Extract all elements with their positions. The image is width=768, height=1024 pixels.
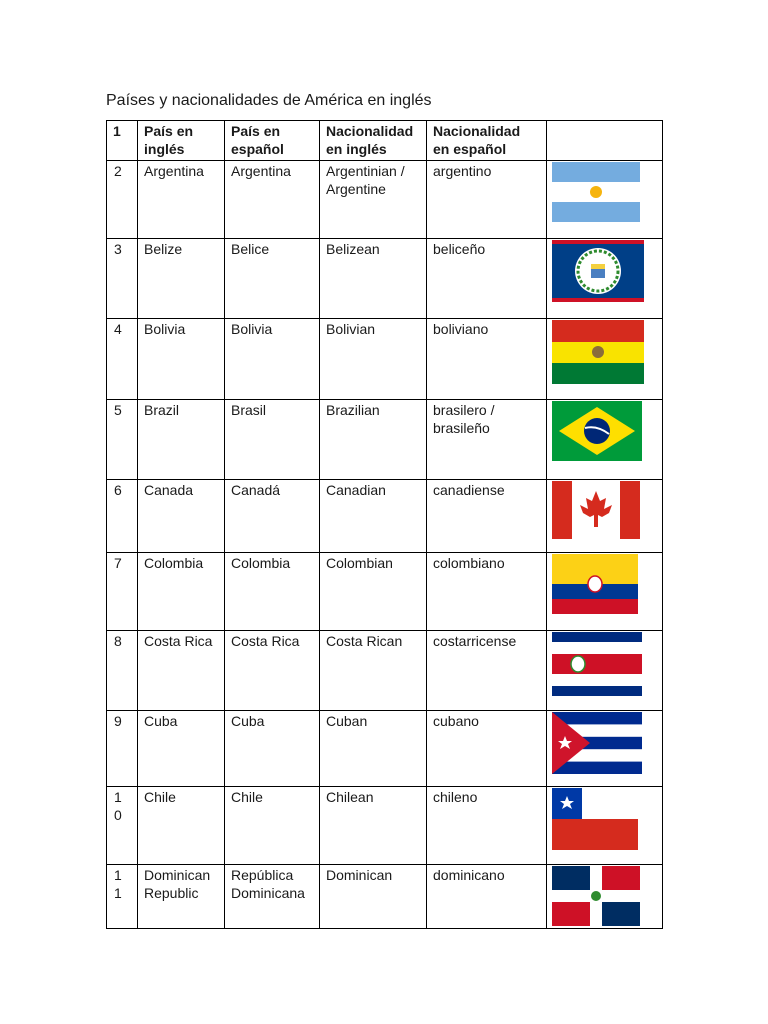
country-es: Chile (225, 787, 320, 865)
canada-flag-icon (552, 481, 640, 539)
header-nationality-es: Nacionalidad en español (427, 121, 547, 161)
nationality-en: Costa Rican (320, 631, 427, 711)
nationality-en: Canadian (320, 480, 427, 553)
country-es: Bolivia (225, 319, 320, 400)
country-en: Colombia (138, 553, 225, 631)
cuba-flag-icon (552, 712, 642, 774)
dominican-republic-flag-icon (552, 866, 640, 926)
country-es: Belice (225, 239, 320, 319)
costa-rica-flag-icon (552, 632, 642, 696)
nationality-es: colombiano (427, 553, 547, 631)
row-number: 8 (107, 631, 138, 711)
chile-flag-icon (552, 788, 638, 850)
country-es: Colombia (225, 553, 320, 631)
nationality-en: Colombian (320, 553, 427, 631)
page-title: Países y nacionalidades de América en inglés (106, 92, 432, 109)
table-row (107, 787, 663, 865)
nationality-en: Dominican (320, 865, 427, 929)
header-number: 1 (107, 121, 138, 161)
nationality-es: brasilero / brasileño (427, 400, 547, 480)
country-es: Brasil (225, 400, 320, 480)
nationality-es: canadiense (427, 480, 547, 553)
nationality-es: dominicano (427, 865, 547, 929)
header-country-es: País en español (225, 121, 320, 161)
nationality-es: beliceño (427, 239, 547, 319)
row-number: 10 (107, 787, 138, 865)
table-row (107, 239, 663, 319)
row-number: 2 (107, 161, 138, 239)
bolivia-flag-icon (552, 320, 644, 384)
table-row (107, 631, 663, 711)
country-es: Cuba (225, 711, 320, 787)
nationality-es: cubano (427, 711, 547, 787)
row-number: 4 (107, 319, 138, 400)
row-number: 6 (107, 480, 138, 553)
argentina-flag-icon (552, 162, 640, 222)
country-en: Cuba (138, 711, 225, 787)
row-number: 3 (107, 239, 138, 319)
header-nationality-en: Nacionalidad en inglés (320, 121, 427, 161)
table-row (107, 161, 663, 239)
country-en: Chile (138, 787, 225, 865)
row-number: 5 (107, 400, 138, 480)
brazil-flag-icon (552, 401, 642, 461)
nationality-en: Chilean (320, 787, 427, 865)
nationality-en: Brazilian (320, 400, 427, 480)
country-es: Argentina (225, 161, 320, 239)
table-row (107, 865, 663, 929)
country-en: Bolivia (138, 319, 225, 400)
country-en: Belize (138, 239, 225, 319)
country-en: Argentina (138, 161, 225, 239)
row-number: 11 (107, 865, 138, 929)
header-flag (547, 121, 663, 161)
table-row (107, 319, 663, 400)
nationality-es: argentino (427, 161, 547, 239)
row-number: 9 (107, 711, 138, 787)
table-row (107, 553, 663, 631)
countries-table (106, 120, 663, 929)
row-number: 7 (107, 553, 138, 631)
country-es: República Dominicana (225, 865, 320, 929)
nationality-en: Belizean (320, 239, 427, 319)
nationality-en: Argentinian / Argentine (320, 161, 427, 239)
nationality-es: chileno (427, 787, 547, 865)
country-en: Dominican Republic (138, 865, 225, 929)
country-en: Brazil (138, 400, 225, 480)
nationality-en: Bolivian (320, 319, 427, 400)
colombia-flag-icon (552, 554, 638, 614)
country-en: Costa Rica (138, 631, 225, 711)
country-es: Costa Rica (225, 631, 320, 711)
table-header-row (107, 121, 663, 161)
header-country-en: País en inglés (138, 121, 225, 161)
nationality-es: boliviano (427, 319, 547, 400)
table-row (107, 400, 663, 480)
table-row (107, 711, 663, 787)
nationality-es: costarricense (427, 631, 547, 711)
country-en: Canada (138, 480, 225, 553)
table-row (107, 480, 663, 553)
country-es: Canadá (225, 480, 320, 553)
nationality-en: Cuban (320, 711, 427, 787)
belize-flag-icon (552, 240, 644, 302)
